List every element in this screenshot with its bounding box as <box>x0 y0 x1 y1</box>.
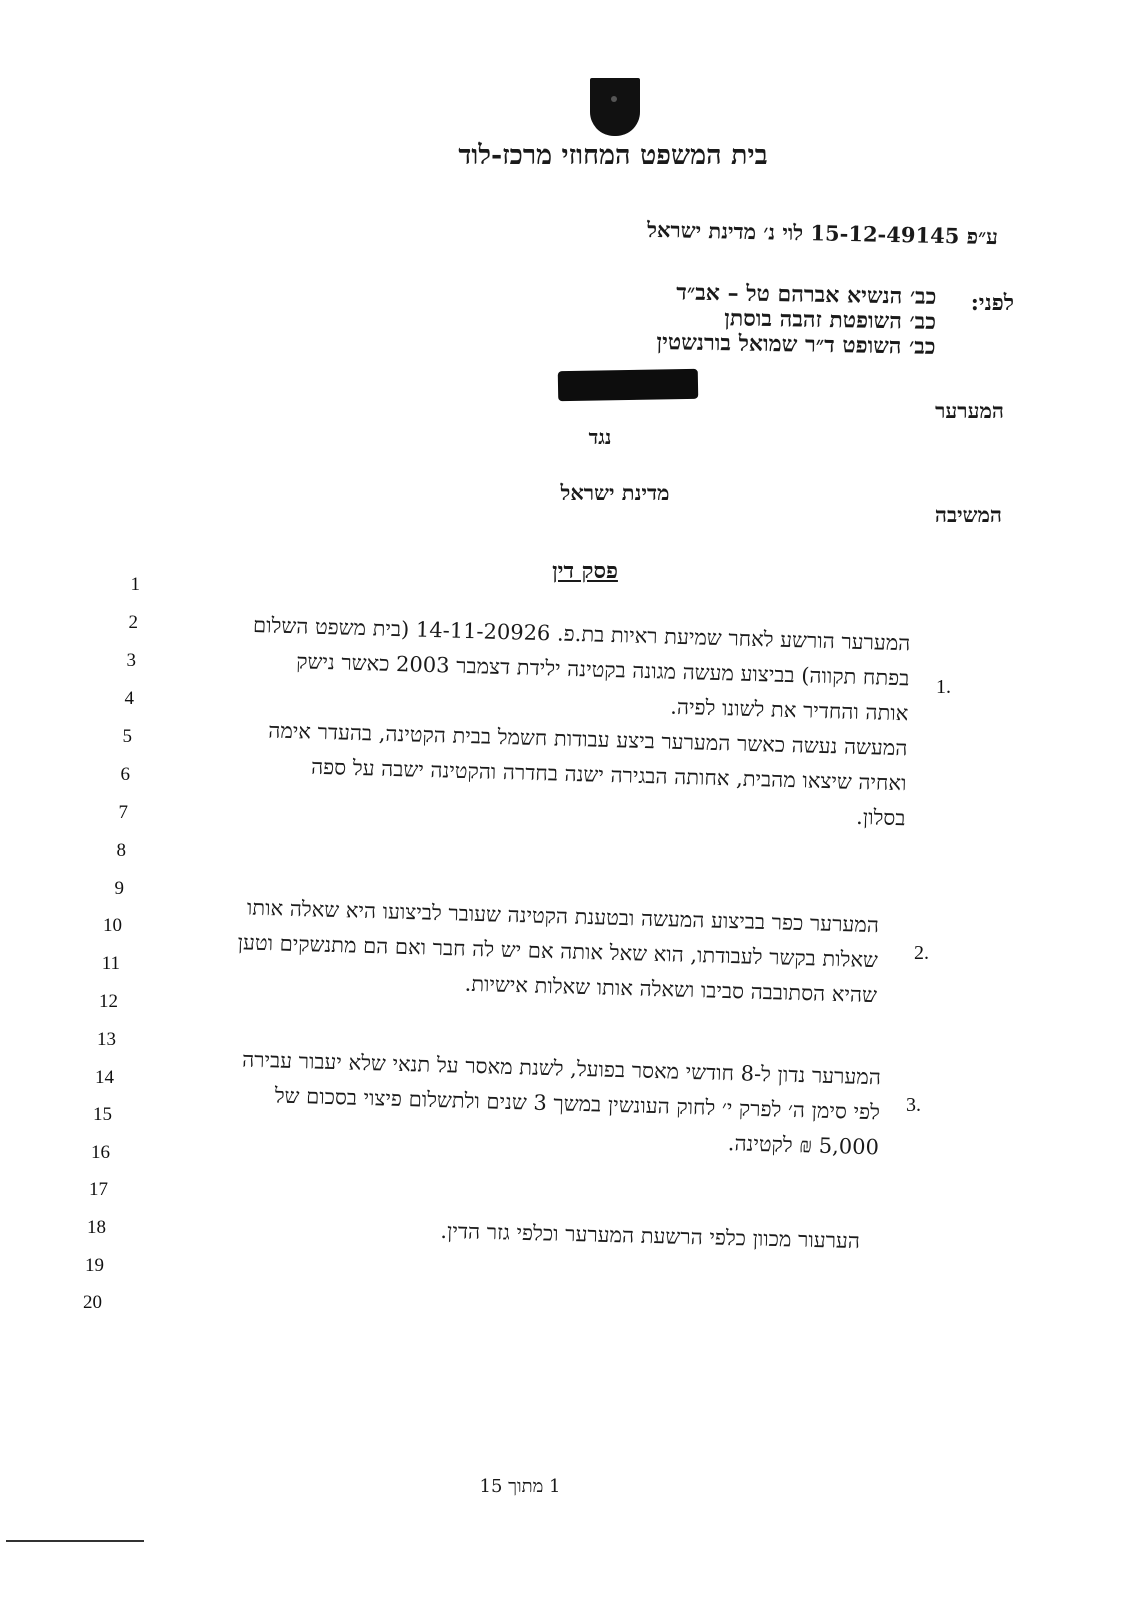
court-name: בית המשפט המחוזי מרכז-לוד <box>458 140 768 171</box>
paragraph-1 <box>165 606 911 837</box>
document-heading: פסק דין <box>552 558 618 584</box>
line-number: 3 <box>126 650 136 671</box>
line-number: 18 <box>87 1217 106 1238</box>
line-number: 6 <box>120 764 130 785</box>
scan-artifact-line <box>6 1540 144 1542</box>
paragraph-number: 3. <box>906 1094 921 1116</box>
line-number: 17 <box>89 1179 108 1200</box>
paragraph-line: שאלות בקשר לעבודתו, הוא שאל אותה אם יש לה חבר ואם הם מתנשקים וטען <box>237 930 879 973</box>
line-number: 10 <box>103 915 122 936</box>
line-number: 16 <box>91 1142 110 1163</box>
line-number: 19 <box>85 1255 104 1276</box>
line-number: 8 <box>116 840 126 861</box>
paragraph-line: אותה והחדיר את לשונו לפיה. <box>669 694 909 726</box>
before-label: לפני: <box>970 290 1014 316</box>
line-number: 1 <box>130 574 140 595</box>
paragraph-line: המערער כפר בביצוע המעשה ובטענת הקטינה שעובר לביצועו היא שאלה אותו <box>246 895 880 938</box>
paragraph-line: המערער הורשע לאחר שמיעת ראיות בת.פ. 14-11-20926 (בית משפט השלום <box>252 613 911 656</box>
paragraph-line: המערער נדון ל-8 חודשי מאסר בפועל, לשנת מאסר על תנאי שלא יעבור עבירה <box>241 1047 882 1090</box>
paragraph-line: ואחיה שיצאו מהבית, אחותה הבגירה ישנה בחדרה והקטינה ישבה על ספה <box>310 754 907 796</box>
paragraph-2 <box>149 888 880 1013</box>
line-number: 11 <box>101 953 120 974</box>
respondent-label: המשיבה <box>934 502 1002 527</box>
paragraph-line: לפי סימן ה׳ לפרק י׳ לחוק העונשין במשך 3 שנים ולתשלום פיצוי בסכום של <box>274 1083 881 1125</box>
line-number: 5 <box>122 726 132 747</box>
paragraph-line: בסלון. <box>855 804 906 831</box>
paragraph-number: 1. <box>936 676 951 698</box>
line-number: 9 <box>114 878 124 899</box>
paragraph-line: 5,000 ₪ לקטינה. <box>727 1131 880 1160</box>
paragraph-line: בפתח תקווה) בביצוע מעשה מגונה בקטינה ילידת דצמבר 2003 כאשר נישק <box>295 649 910 691</box>
paragraph-number: 2. <box>914 942 929 964</box>
line-number: 14 <box>95 1067 114 1088</box>
paragraph-3 <box>139 1040 882 1166</box>
state-emblem-icon <box>590 78 640 136</box>
line-number: 4 <box>124 688 134 709</box>
paragraph-line: שהיא הסתובבה סביבו ושאלה אותו שאלות אישיות. <box>464 971 878 1008</box>
appellant-label: המערער <box>935 398 1004 423</box>
line-number: 15 <box>93 1104 112 1125</box>
page-indicator: 1 מתוך 15 <box>479 1476 561 1497</box>
case-number: ע״פ 15-12-49145 לוי נ׳ מדינת ישראל <box>646 216 999 250</box>
judge-2: כב׳ השופטת זהבה בוסתן <box>724 305 937 335</box>
line-number: 7 <box>118 802 128 823</box>
judge-1: כב׳ הנשיא אברהם טל – אב״ד <box>676 279 937 310</box>
versus-label: נגד <box>588 425 612 449</box>
redacted-appellant-name <box>558 369 699 401</box>
respondent-name: מדינת ישראל <box>560 480 670 505</box>
closing-line <box>360 1212 861 1259</box>
line-number: 20 <box>83 1292 102 1313</box>
paragraph-line: המעשה נעשה כאשר המערער ביצע עבודות חשמל בבית הקטינה, בהעדר אימה <box>268 718 908 761</box>
line-number: 13 <box>97 1029 116 1050</box>
judge-3: כב׳ השופט ד״ר שמואל בורנשטין <box>656 329 936 360</box>
line-number: 12 <box>99 991 118 1012</box>
line-number: 2 <box>128 612 138 633</box>
judges-panel <box>599 279 936 360</box>
paragraph-line: הערעור מכוון כלפי הרשעת המערער וכלפי גזר הדין. <box>440 1218 861 1254</box>
